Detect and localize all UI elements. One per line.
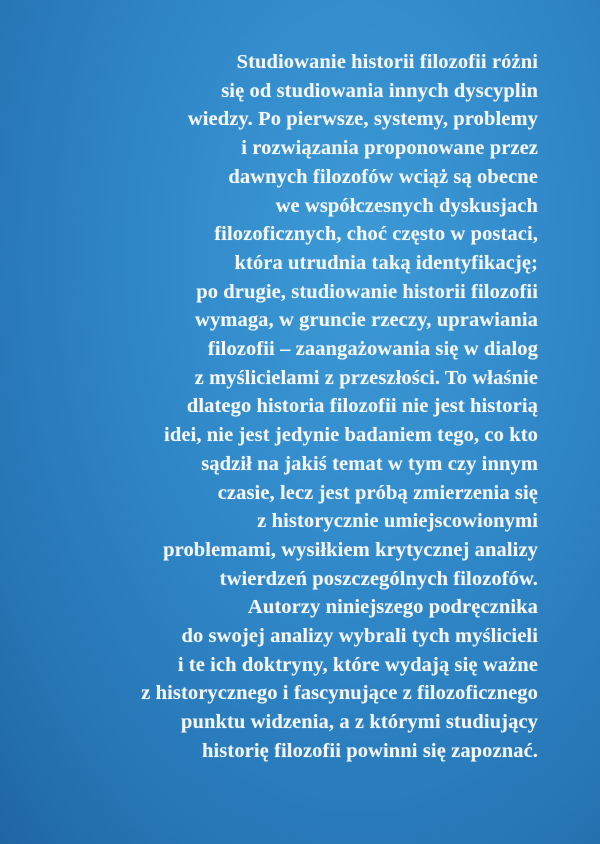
blurb-line: idei, nie jest jedynie badaniem tego, co kto: [164, 424, 538, 447]
blurb-line: we współczesnych dyskusjach: [275, 194, 538, 217]
blurb-line: z myślicielami z przeszłości. To właśnie: [194, 366, 538, 389]
cover-blurb-text: [78, 48, 538, 766]
blurb-line: z historycznego i fascynujące z filozoficznego: [141, 682, 538, 705]
blurb-line: dawnych filozofów wciąż są obecne: [228, 165, 538, 188]
blurb-line: sądził na jakiś temat w tym czy innym: [201, 452, 538, 475]
blurb-line: i rozwiązania proponowane przez: [241, 137, 538, 160]
blurb-line: która utrudnia taką identyfikację;: [234, 251, 538, 274]
blurb-line: punktu widzenia, a z którymi studiujący: [180, 711, 538, 734]
blurb-line: Studiowanie historii filozofii różni: [236, 51, 538, 73]
blurb-line: Autorzy niniejszego podręcznika: [247, 596, 538, 619]
blurb-line: filozoficznych, choć często w postaci,: [214, 223, 538, 246]
blurb-line: się od studiowania innych dyscyplin: [221, 79, 538, 102]
blurb-line: problemami, wysiłkiem krytycznej analizy: [163, 538, 538, 561]
blurb-line: i te ich doktryny, które wydają się ważne: [177, 653, 538, 676]
blurb-line: czasie, lecz jest próbą zmierzenia się: [217, 481, 538, 504]
blurb-line: wymaga, w gruncie rzeczy, uprawiania: [195, 309, 538, 332]
blurb-line: do swojej analizy wybrali tych myślicieli: [181, 625, 538, 648]
blurb-line: dlatego historia filozofii nie jest historią: [186, 395, 538, 418]
blurb-line: po drugie, studiowanie historii filozofii: [196, 280, 538, 303]
blurb-line: historię filozofii powinni się zapoznać.: [202, 739, 538, 762]
blurb-line: twierdzeń poszczególnych filozofów.: [219, 567, 538, 590]
blurb-line: z historycznie umiejscowionymi: [257, 510, 538, 533]
blurb-line: filozofii – zaangażowania się w dialog: [207, 338, 538, 361]
blurb-line: wiedzy. Po pierwsze, systemy, problemy: [187, 108, 538, 131]
